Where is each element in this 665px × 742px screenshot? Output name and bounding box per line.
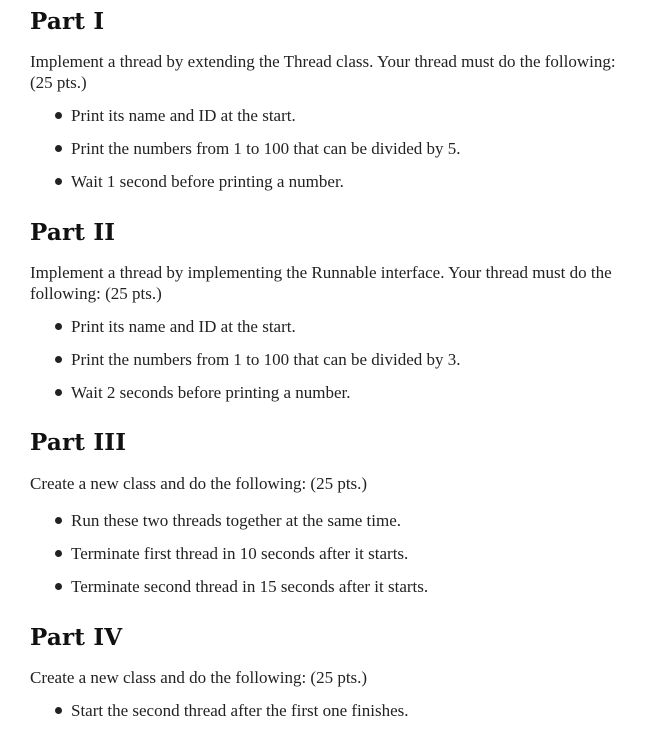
list-item-text: Print its name and ID at the start. — [71, 317, 296, 336]
list-item — [53, 543, 428, 576]
bullet-icon — [55, 323, 62, 330]
list-item — [53, 510, 428, 543]
part-4-list — [53, 700, 409, 733]
part-1-list — [53, 105, 461, 204]
bullet-icon — [55, 112, 62, 119]
bullet-icon — [55, 550, 62, 557]
list-item — [53, 105, 461, 138]
part-1-description: Implement a thread by extending the Thread class. Your thread must do the following: (25 pts.) — [30, 52, 616, 92]
bullet-icon — [55, 178, 62, 185]
list-item-text: Print the numbers from 1 to 100 that can be divided by 5. — [71, 139, 461, 158]
list-item — [53, 171, 461, 204]
bullet-icon — [55, 517, 62, 524]
bullet-icon — [55, 583, 62, 590]
list-item-text: Wait 1 second before printing a number. — [71, 172, 344, 191]
part-3-list — [53, 510, 428, 609]
part-4-description: Create a new class and do the following: (25 pts.) — [30, 668, 368, 687]
part-3-description: Create a new class and do the following: (25 pts.) — [30, 474, 368, 493]
list-item-text: Start the second thread after the first one finishes. — [71, 701, 409, 720]
list-item — [53, 382, 461, 415]
part-4-heading: Part IV — [30, 624, 123, 651]
list-item-text: Terminate second thread in 15 seconds after it starts. — [71, 577, 429, 596]
list-item — [53, 349, 461, 382]
list-item-text: Print the numbers from 1 to 100 that can be divided by 3. — [71, 350, 461, 369]
bullet-icon — [55, 356, 62, 363]
part-2-heading: Part II — [30, 219, 116, 246]
list-item-text: Run these two threads together at the same time. — [71, 511, 401, 530]
part-3-heading: Part III — [30, 429, 127, 456]
list-item-text: Print its name and ID at the start. — [71, 106, 296, 125]
part-2-description: Implement a thread by implementing the Runnable interface. Your thread must do the following: (25 pts.) — [30, 263, 612, 303]
list-item — [53, 700, 409, 733]
bullet-icon — [55, 389, 62, 396]
bullet-icon — [55, 145, 62, 152]
part-1-heading: Part I — [30, 8, 105, 35]
part-2-list — [53, 316, 461, 415]
list-item-text: Wait 2 seconds before printing a number. — [71, 383, 351, 402]
list-item — [53, 138, 461, 171]
list-item — [53, 576, 428, 609]
bullet-icon — [55, 707, 62, 714]
list-item-text: Terminate first thread in 10 seconds after it starts. — [71, 544, 409, 563]
list-item — [53, 316, 461, 349]
